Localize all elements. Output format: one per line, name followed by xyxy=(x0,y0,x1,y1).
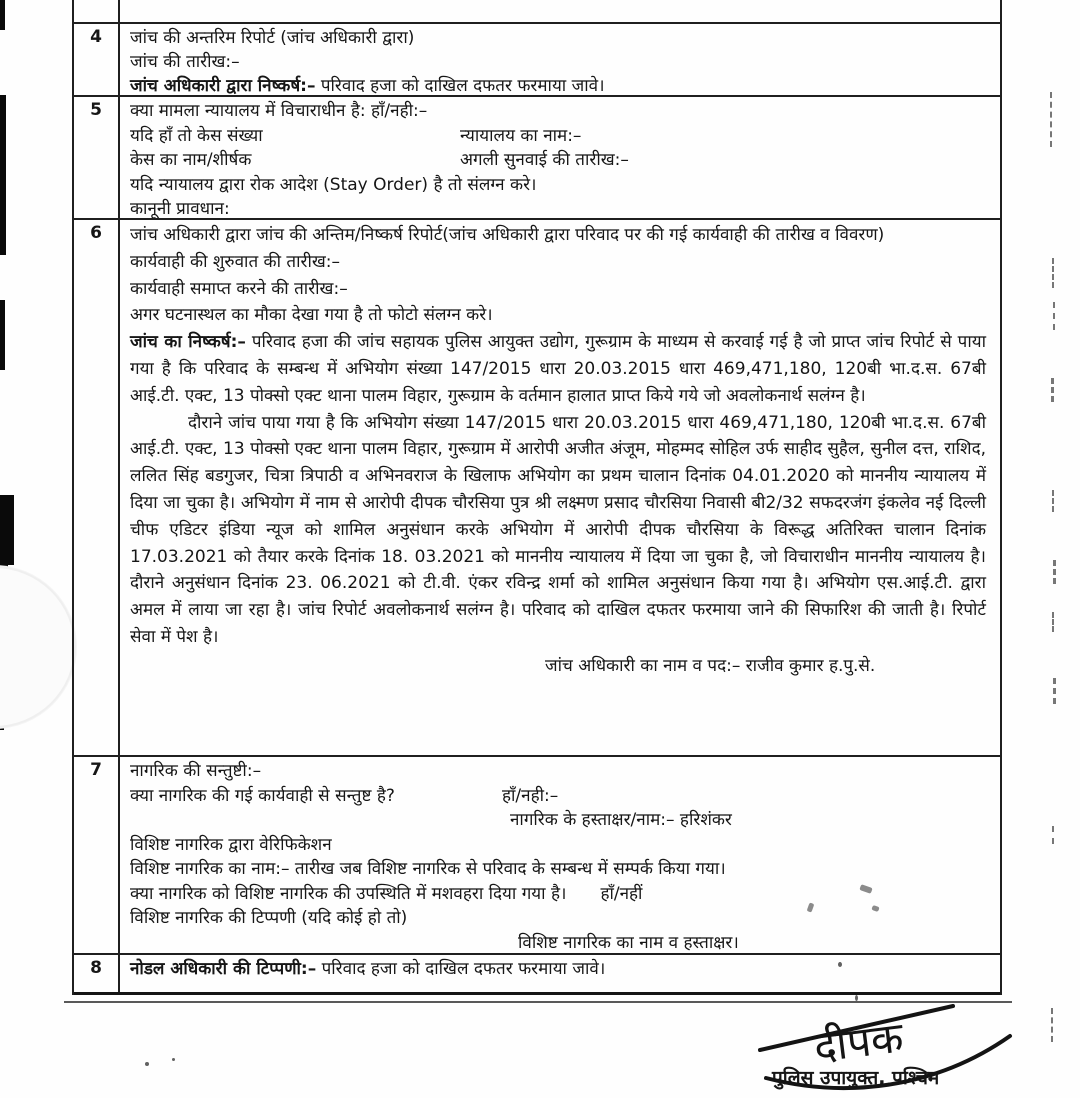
scan-dash-artifact xyxy=(1053,302,1055,330)
row-number: 4 xyxy=(74,24,120,95)
field-value: हरिशंकर xyxy=(674,810,732,830)
field-label: केस का नाम/शीर्षक xyxy=(130,150,252,170)
field-label: हाँ/नही:– xyxy=(502,785,559,806)
field-label: जांच की तारीख:– xyxy=(130,52,240,72)
scan-edge-artifact xyxy=(0,495,14,565)
field-label: न्यायालय का नाम:– xyxy=(460,125,582,146)
field-label: नोडल अधिकारी की टिप्पणी:– xyxy=(130,959,317,979)
form-table xyxy=(72,0,1002,995)
row-number-cell xyxy=(74,0,120,22)
field-label: जांच अधिकारी द्वारा निष्कर्ष:– xyxy=(130,76,316,95)
field-label: नागरिक की सन्तुष्टी:– xyxy=(130,761,262,781)
investigation-paragraph: दौराने जांच पाया गया है कि अभियोग संख्या 147/2015 धारा 20.03.2015 धारा 469,471,180, 120बी भा.द.स. 67बी आई.टी. एक्ट, 13 पोक्सो एक्ट थाना पालम विहार, गुरूग्राम में आरोपी अजीत अंजूम, मोहम्मद सोहिल उर्फ साहीद सुहैल, सुनील दत्त, राशिद, ललित सिंह बडगुजर, चित्रा त्रिपाठी व अभिनवराज के खिलाफ अभियोग का प्रथम चालान दिनांक 04.01.2020 को माननीय न्यायालय में दिया जा चुका है। अभियोग में नाम से आरोपी दीपक चौरसिया पुत्र श्री लक्ष्मण प्रसाद चौरसिया निवासी बी2/32 सफदरजंग इंकलेव नई दिल्ली चीफ एडिटर इंडिया न्यूज को शामिल अनुसंधान करके अभियोग में आरोपी दीपक चौरसिया के विरूद्ध अतिरिक्त चालान दिनांक 17.03.2021 को तैयार करके दिनांक 18. 03.2021 को माननीय न्यायालय में दिया जा चुका है, जो विचाराधीन माननीय न्यायालय है। दौराने अनुसंधान दिनांक 23. 06.2021 को टी.वी. एंकर रविन्द्र शर्मा को शामिल अनुसंधान किया गया है। अभियोग एस.आई.टी. द्वारा अमल में लाया जा रहा है। जांच रिपोर्ट अवलोकनार्थ सलंग्न है। परिवाद को दाखिल दफतर फरमाया जाने की सिफारिश की जाती है। रिपोर्ट सेवा में पेश है। xyxy=(130,412,986,647)
field-label: अगर घटनास्थल का मौका देखा गया है तो फोटो संलग्न करे। xyxy=(130,305,493,326)
row-content-cell xyxy=(120,24,1000,95)
section-header: जांच अधिकारी द्वारा जांच की अन्तिम/निष्कर्ष रिपोर्ट(जांच अधिकारी द्वारा परिवाद पर की गई कार्यवाही की तारीख व विवरण) xyxy=(130,225,885,245)
table-row-6 xyxy=(74,220,1000,757)
row-content-cell xyxy=(120,757,1000,953)
scan-dash-artifact xyxy=(1052,826,1054,844)
scan-edge-artifact xyxy=(0,0,5,30)
row-content-cell xyxy=(120,97,1000,218)
field-label: कानूनी प्रावधान: xyxy=(130,199,230,218)
watermark-circle xyxy=(0,566,76,728)
scan-dash-artifact xyxy=(1052,490,1054,512)
table-row-7 xyxy=(74,757,1000,955)
table-row-4 xyxy=(74,24,1000,97)
signatory-designation: पुलिस उपायुक्त, पश्चिम xyxy=(772,1067,940,1089)
table-row-5 xyxy=(74,97,1000,220)
field-label: विशिष्ट नागरिक द्वारा वेरिफिकेशन xyxy=(130,834,332,855)
field-value: परिवाद हजा की जांच सहायक पुलिस आयुक्त उद्योग, गुरूग्राम के माध्यम से करवाई गई है जो प्राप्त जांच रिपोर्ट से पाया गया है कि परिवाद के सम्बन्ध में अभियोग संख्या 147/2015 धारा 20.03.2015 धारा 469,471,180, 120बी भा.द.स. 67बी आई.टी. एक्ट, 13 पोक्सो एक्ट थाना पालम विहार, गुरूग्राम के वर्तमान हालात प्राप्त किये गये जो अवलोकनार्थ सलंग्न है। xyxy=(130,332,986,406)
field-value: परिवाद हजा को दाखिल दफतर फरमाया जावे। xyxy=(316,959,606,979)
field-pair xyxy=(130,148,986,173)
field-pair xyxy=(130,784,986,809)
row-content-cell xyxy=(120,955,1000,992)
field-label: यदि हाँ तो केस संख्या xyxy=(130,125,263,146)
table-row-partial xyxy=(74,0,1000,24)
field-label: विशिष्ट नागरिक का नाम:– तारीख जब विशिष्ट नागरिक से परिवाद के सम्बन्ध में सम्पर्क किया गया। xyxy=(130,859,726,879)
ink-speck xyxy=(145,1062,149,1066)
scan-dash-artifact xyxy=(1053,560,1056,584)
row-content-cell xyxy=(120,220,1000,755)
row-number: 8 xyxy=(74,955,120,992)
field-label: विशिष्ट नागरिक का नाम व हस्ताक्षर। xyxy=(518,932,739,953)
citizen-signature-line xyxy=(510,808,986,833)
field-pair xyxy=(130,882,986,907)
field-label: यदि न्यायालय द्वारा रोक आदेश (Stay Order) है तो संलग्न करे। xyxy=(130,174,537,195)
field-label: हाँ/नहीं xyxy=(600,883,643,904)
signature-block xyxy=(748,998,1048,1098)
field-label: क्या मामला न्यायालय में विचाराधीन है: हाँ/नही:– xyxy=(130,101,428,121)
field-pair xyxy=(130,124,986,149)
scan-edge-artifact xyxy=(0,300,5,370)
field-label: जांच की अन्तरिम रिपोर्ट (जांच अधिकारी द्वारा) xyxy=(130,28,415,48)
scan-edge-artifact xyxy=(0,95,6,255)
field-label: कार्यवाही समाप्त करने की तारीख:– xyxy=(130,278,348,299)
field-label: विशिष्ट नागरिक की टिप्पणी (यदि कोई हो तो) xyxy=(130,908,408,928)
field-label: नागरिक के हस्ताक्षर/नाम:– xyxy=(510,810,675,830)
field-label: क्या नागरिक को विशिष्ट नागरिक की उपस्थिति में मशवहरा दिया गया है। xyxy=(130,883,567,904)
row-content-cell xyxy=(120,0,1000,22)
nodal-officer-remark xyxy=(130,957,986,982)
field-label: कार्यवाही की शुरुवात की तारीख:– xyxy=(130,251,340,272)
signature-name-text: दीपक xyxy=(811,1012,906,1072)
field-label: जांच अधिकारी का नाम व पद:– xyxy=(545,655,741,676)
handwritten-signature xyxy=(748,998,1048,1098)
field-value: राजीव कुमार ह.पु.से. xyxy=(740,655,876,676)
scan-dash-artifact xyxy=(1051,378,1054,402)
conclusion-paragraph xyxy=(130,329,986,409)
scan-dash-artifact xyxy=(1050,92,1052,147)
table-row-8 xyxy=(74,955,1000,995)
row-number: 7 xyxy=(74,757,120,953)
row-number: 6 xyxy=(74,220,120,755)
field-label: क्या नागरिक की गई कार्यवाही से सन्तुष्ट है? xyxy=(130,785,395,806)
scan-dash-artifact xyxy=(1052,612,1054,632)
scan-dash-artifact xyxy=(1052,258,1054,288)
scan-dash-artifact xyxy=(1051,1008,1053,1042)
field-label: अगली सुनवाई की तारीख:– xyxy=(460,150,629,170)
ink-speck xyxy=(172,1058,175,1061)
row-number: 5 xyxy=(74,97,120,218)
field-value: परिवाद हजा को दाखिल दफतर फरमाया जावे। xyxy=(315,76,605,95)
field-label: जांच का निष्कर्ष:– xyxy=(130,332,246,353)
officer-name-line xyxy=(545,653,986,680)
conclusion-line xyxy=(130,74,986,95)
scan-dash-artifact xyxy=(1053,678,1056,704)
